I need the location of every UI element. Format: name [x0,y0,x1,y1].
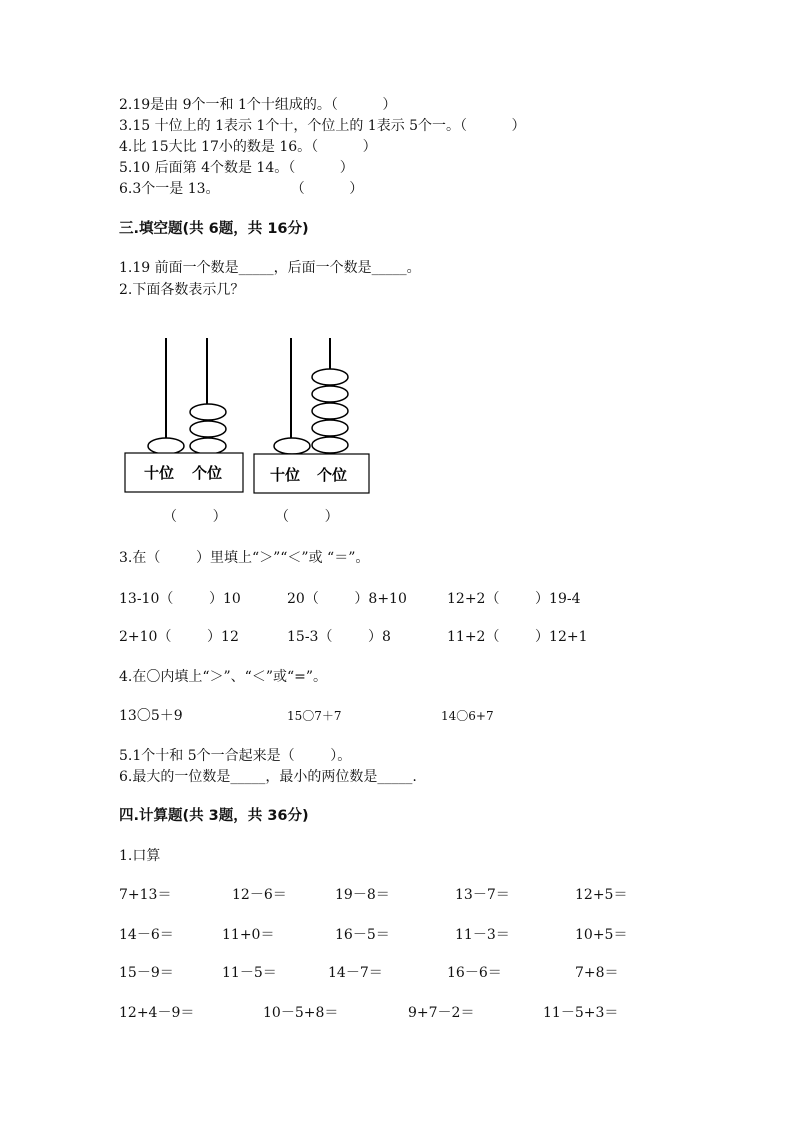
ones-bead [312,420,348,436]
abacus-2-ones-label: 个位 [317,466,348,484]
calc-q1: 1.口算 [119,848,161,864]
calc-item: 7+8＝ [575,965,619,981]
calc-item: 14－6＝ [119,927,174,943]
calc-item: 10+5＝ [575,927,628,943]
calc-item: 11－5＝ [222,965,277,981]
judge-item-4: 4.比 15大比 17小的数是 16。（ ） [119,139,377,155]
fill-q4: 4.在〇内填上“＞”、“＜”或“=”。 [119,669,328,685]
abacus-1-answer: （ ） [163,509,227,525]
ones-bead [190,438,226,454]
tens-bead [148,438,184,454]
judge-item-6: 6.3个一是 13。 （ ） [119,181,364,197]
section4-heading: 四.计算题(共 3题，共 36分) [119,808,309,824]
circle-item: 13〇5＋9 [119,708,183,724]
ones-bead [190,421,226,437]
calc-row-2 [0,925,794,945]
calc-item: 9+7－2＝ [408,1005,475,1021]
calc-row-3 [0,963,794,983]
compare-item: 2+10（ ）12 [119,629,239,645]
judge-item-3: 3.15 十位上的 1表示 1个十，个位上的 1表示 5个一。（ ） [119,118,526,134]
abacus-2-answer: （ ） [275,509,339,525]
fill-q6: 6.最大的一位数是_____，最小的两位数是_____. [119,769,417,785]
tens-bead [274,438,310,454]
calc-item: 10－5+8＝ [263,1005,339,1021]
compare-row-2 [0,627,794,647]
ones-bead [312,403,348,419]
calc-item: 12+4－9＝ [119,1005,195,1021]
calc-item: 15－9＝ [119,965,174,981]
fill-q2: 2.下面各数表示几？ [119,282,245,298]
calc-item: 13－7＝ [455,887,510,903]
judge-item-2: 2.19是由 9个一和 1个十组成的。（ ） [119,97,397,113]
fill-q1: 1.19 前面一个数是_____，后面一个数是_____。 [119,260,421,276]
ones-bead [312,369,348,385]
calc-item: 16－5＝ [335,927,390,943]
circle-compare-row [0,706,794,726]
calc-item: 11－5+3＝ [543,1005,619,1021]
calc-item: 12+5＝ [575,887,628,903]
circle-item: 15〇7＋7 [287,709,342,723]
calc-row-4 [0,1003,794,1023]
section3-heading: 三.填空题(共 6题，共 16分) [119,221,309,237]
calc-row-1 [0,885,794,905]
compare-item: 11+2（ ）12+1 [447,629,588,645]
abacus-2-tens-label: 十位 [270,466,301,484]
compare-row-1 [0,589,794,609]
abacus-2 [250,334,375,496]
compare-item: 13-10（ ）10 [119,591,241,607]
abacus-1 [120,334,255,496]
ones-bead [312,386,348,402]
fill-q5: 5.1个十和 5个一合起来是（ ）。 [119,748,352,764]
compare-item: 15-3（ ）8 [287,629,391,645]
abacus-1-tens-label: 十位 [144,464,175,482]
calc-item: 11+0＝ [222,927,275,943]
calc-item: 7+13＝ [119,887,172,903]
ones-bead [190,404,226,420]
ones-bead [312,437,348,453]
abacus-1-ones-label: 个位 [192,464,223,482]
circle-item: 14〇6+7 [441,709,494,723]
fill-q3: 3.在（ ）里填上“＞”“＜”或 “＝”。 [119,550,370,566]
compare-item: 12+2（ ）19-4 [447,591,581,607]
compare-item: 20（ ）8+10 [287,591,407,607]
calc-item: 19－8＝ [335,887,390,903]
calc-item: 16－6＝ [447,965,502,981]
calc-item: 11－3＝ [455,927,510,943]
judge-item-5: 5.10 后面第 4个数是 14。（ ） [119,160,354,176]
calc-item: 12－6＝ [232,887,287,903]
calc-item: 14－7＝ [328,965,383,981]
